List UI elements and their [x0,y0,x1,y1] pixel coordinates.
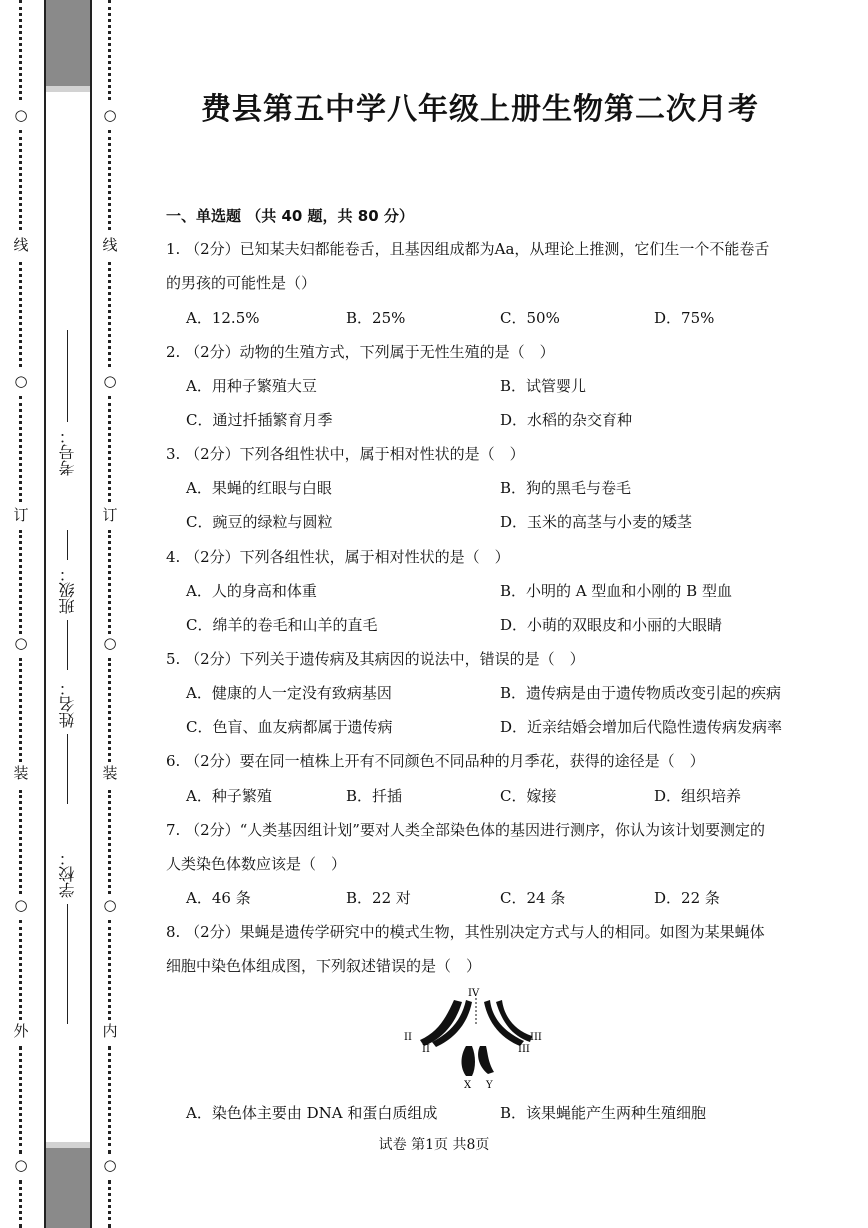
q2-option-a[interactable]: A．用种子繁殖大豆 [186,377,317,395]
label-iii-outer: III [530,1032,542,1043]
exam-number-field[interactable] [54,330,80,476]
q1-option-b[interactable]: B．25% [346,309,406,327]
q8-option-b[interactable]: B．该果蝇能产生两种生殖细胞 [500,1104,707,1122]
q6-option-b[interactable]: B．扦插 [346,787,403,805]
q4-option-b[interactable]: B．小明的 A 型血和小刚的 B 型血 [500,582,732,600]
question-number: 3. [166,445,181,463]
q6-option-d[interactable]: D．组织培养 [654,787,742,805]
q3-option-c[interactable]: C．豌豆的绿粒与圆粒 [186,513,333,531]
q5-option-d[interactable]: D．近亲结婚会增加后代隐性遗传病发病率 [500,718,783,736]
outer-circle-mark-4: ○ [14,896,28,914]
q2-option-d[interactable]: D．水稻的杂交育种 [500,411,633,429]
question-number: 7. [166,821,181,839]
q3-option-b[interactable]: B．狗的黑毛与卷毛 [500,479,632,497]
question-3 [166,443,525,464]
chromosome-figure [396,984,556,1092]
q2-option-c[interactable]: C．通过扦插繁育月季 [186,411,333,429]
q5-option-a[interactable]: A．健康的人一定没有致病基因 [186,684,392,702]
question-text: （2分）动物的生殖方式，下列属于无性生殖的是（ ） [185,343,555,361]
chromosome-iii-left [484,1000,524,1046]
question-number: 8. [166,923,181,941]
label-iv: IV [468,988,480,999]
outer-circle-mark-1: ○ [14,106,28,124]
question-8 [166,921,765,942]
section-heading: 一、单选题 （共 40 题，共 80 分） [166,207,414,225]
outer-mark-ding: 订 [13,506,29,524]
q3-option-a[interactable]: A．果蝇的红眼与白眼 [186,479,332,497]
inner-circle-mark-3: ○ [103,634,117,652]
inner-binding-line [97,0,123,1228]
q2-option-b[interactable]: B．试管婴儿 [500,377,587,395]
label-iii-inner: III [518,1044,530,1055]
q6-option-a[interactable]: A．种子繁殖 [186,787,272,805]
class-field[interactable] [54,530,80,670]
inner-mark-ding: 订 [102,506,118,524]
band-bottom-shade [46,1142,90,1228]
q1-option-a[interactable]: A．12.5% [186,309,260,327]
q4-option-c[interactable]: C．绵羊的卷毛和山羊的直毛 [186,616,378,634]
inner-mark-nei: 内 [102,1022,118,1040]
inner-circle-mark-5: ○ [103,1156,117,1174]
outer-mark-line: 线 [13,236,29,254]
chromosome-y [478,1046,494,1074]
question-number: 5. [166,650,181,668]
outer-circle-mark-3: ○ [14,634,28,652]
chromosome-x [462,1046,476,1076]
question-text: （2分）果蝇是遗传学研究中的模式生物，其性别决定方式与人的相同。如图为某果蝇体 [185,923,765,941]
inner-circle-mark-1: ○ [103,106,117,124]
class-underline-top [67,530,68,560]
q1-option-c[interactable]: C．50% [500,309,560,327]
q5-option-b[interactable]: B．遗传病是由于遗传物质改变引起的疾病 [500,684,782,702]
name-field[interactable] [54,680,80,804]
question-text: （2分）下列关于遗传病及其病因的说法中，错误的是（ ） [185,650,585,668]
question-1 [166,238,769,259]
school-field[interactable] [54,850,80,1024]
question-5 [166,648,585,669]
question-text: （2分）下列各组性状，属于相对性状的是（ ） [185,548,510,566]
question-number: 4. [166,548,181,566]
page-footer: 试卷 第1页 共8页 [378,1137,490,1153]
exam-title: 费县第五中学八年级上册生物第二次月考 [201,92,759,127]
question-1-cont: 的男孩的可能性是（） [166,274,317,292]
outer-mark-wai: 外 [13,1022,29,1040]
q7-option-c[interactable]: C．24 条 [500,889,566,907]
question-8-cont: 细胞中染色体组成图，下列叙述错误的是（ ） [166,957,482,975]
q4-option-d[interactable]: D．小萌的双眼皮和小丽的大眼睛 [500,616,723,634]
inner-circle-mark-2: ○ [103,372,117,390]
q5-option-c[interactable]: C．色盲、血友病都属于遗传病 [186,718,393,736]
inner-mark-line: 线 [102,236,118,254]
question-text: （2分）要在同一植株上开有不同颜色不同品种的月季花，获得的途径是（ ） [185,752,705,770]
outer-mark-zhuang: 装 [13,764,29,782]
question-text: （2分）“人类基因组计划”要对人类全部染色体的基因进行测序，你认为该计划要测定的 [185,821,765,839]
question-6 [166,750,705,771]
label-y: Y [486,1080,493,1091]
inner-mark-zhuang: 装 [102,764,118,782]
outer-circle-mark-5: ○ [14,1156,28,1174]
inner-circle-mark-4: ○ [103,896,117,914]
q4-option-a[interactable]: A．人的身高和体重 [186,582,317,600]
label-ii-inner: II [422,1044,430,1055]
class-label: 班级： [57,566,77,614]
question-number: 6. [166,752,181,770]
question-4 [166,546,510,567]
q3-option-d[interactable]: D．玉米的高茎与小麦的矮茎 [500,513,693,531]
question-number: 2. [166,343,181,361]
outer-circle-mark-2: ○ [14,372,28,390]
q8-option-a[interactable]: A．染色体主要由 DNA 和蛋白质组成 [186,1104,438,1122]
question-text: （2分）下列各组性状中，属于相对性状的是（ ） [185,445,525,463]
name-label: 姓名： [57,680,77,728]
school-label: 学校： [57,850,77,898]
question-7-cont: 人类染色体数应该是（ ） [166,855,347,873]
question-7 [166,819,765,840]
band-top-shade [46,0,90,92]
outer-binding-line [8,0,34,1228]
q7-option-a[interactable]: A．46 条 [186,889,251,907]
question-text: （2分）已知某夫妇都能卷舌，且基因组成都为Aa，从理论上推测，它们生一个不能卷舌 [185,240,770,258]
label-x: X [464,1080,472,1091]
q7-option-b[interactable]: B．22 对 [346,889,411,907]
q1-option-d[interactable]: D．75% [654,309,715,327]
school-underline [67,904,68,1024]
question-number: 1. [166,240,181,258]
name-underline [67,734,68,804]
class-underline [67,620,68,670]
label-ii-outer: II [404,1032,412,1043]
exam-number-underline [67,330,68,422]
question-2 [166,341,555,362]
q7-option-d[interactable]: D．22 条 [654,889,720,907]
q6-option-c[interactable]: C．嫁接 [500,787,557,805]
exam-number-label: 考号： [57,428,77,476]
